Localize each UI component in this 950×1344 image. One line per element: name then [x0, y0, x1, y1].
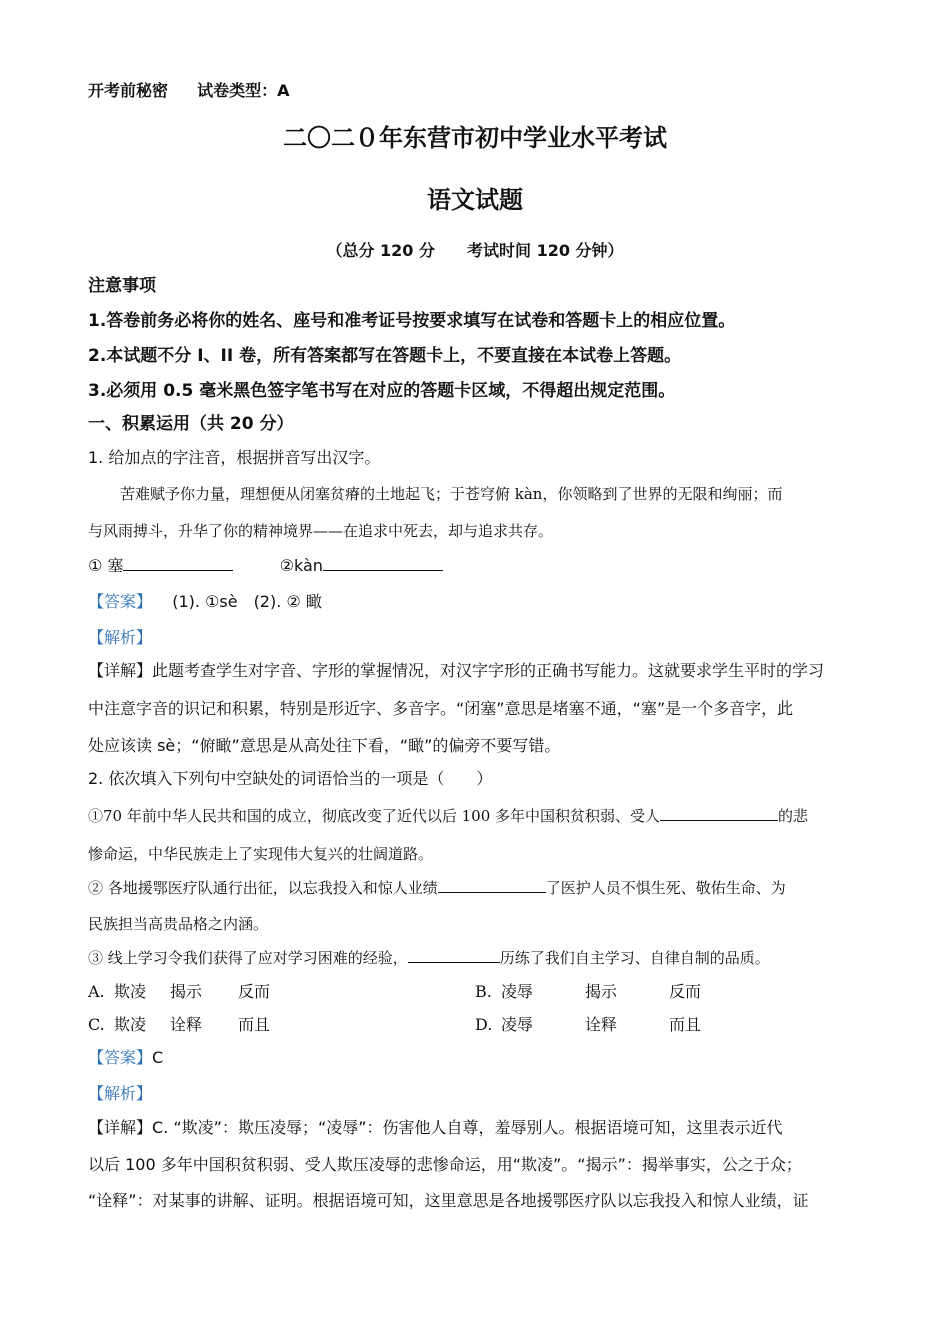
q2-answer: [88, 1047, 163, 1069]
q2-sentence-2: [88, 877, 786, 899]
q1-detail-line-3: 处应该读 sè；“俯瞰”意思是从高处往下看，“瞰”的偏旁不要写错。: [88, 736, 561, 755]
q2-sentence-3-tail: 历练了我们自主学习、自律自制的品质。: [499, 949, 770, 967]
q2-blank-2[interactable]: [438, 877, 546, 893]
q2-sentence-3-text: ③ 线上学习令我们获得了应对学习困难的经验，: [88, 949, 408, 967]
secret-label: 开考前秘密: [88, 81, 169, 100]
exam-subtitle: 语文试题: [427, 185, 523, 214]
detail-text: C. “欺凌”：欺压凌辱；“凌辱”：伤害他人自尊，羞辱别人。根据语境可知，这里表示近代: [152, 1118, 783, 1137]
answer-text: C: [152, 1048, 164, 1067]
option-word-2: 揭示: [585, 982, 618, 1001]
q1-passage-line-1: 苦难赋予你力量，理想便从闭塞贫瘠的土地起飞；于苍穹俯 kàn，你领略到了世界的无限和绚丽；而: [120, 485, 783, 503]
q1-blanks: [88, 555, 443, 577]
answer-tag: 【答案】: [88, 1048, 153, 1067]
score-info: （总分 120 分 考试时间 120 分钟）: [326, 241, 624, 260]
q1-passage-line-2: 与风雨搏斗，升华了你的精神境界——在追求中死去，却与追求共存。: [88, 522, 554, 540]
answer-text: (1). ①sè (2). ② 瞰: [172, 592, 322, 611]
option-word-2: 揭示: [170, 982, 203, 1001]
q2-sentence-1-tail: 的悲: [778, 807, 809, 825]
detail-text: 此题考查学生对字音、字形的掌握情况，对汉字字形的正确书写能力。这就要求学生平时的学习: [152, 661, 825, 680]
q1-blank-2[interactable]: [323, 555, 443, 571]
option-a[interactable]: [88, 981, 270, 1003]
q2-detail-line-1: [88, 1117, 783, 1139]
q1-detail-line-1: [88, 660, 824, 682]
option-word-1: 欺凌: [114, 1015, 147, 1034]
detail-tag: 【详解】: [88, 661, 153, 680]
q1-answer: [88, 591, 322, 613]
q1-stem: 1. 给加点的字注音，根据拼音写出汉字。: [88, 448, 381, 467]
q2-sentence-2-text: ② 各地援鄂医疗队通行出征，以忘我投入和惊人业绩: [88, 879, 438, 897]
option-word-2: 诠释: [585, 1015, 618, 1034]
q2-sentence-3: [88, 947, 770, 969]
section-heading: 一、积累运用（共 20 分）: [88, 414, 294, 434]
notes-heading: 注意事项: [88, 276, 156, 296]
q2-sentence-2-tail: 了医护人员不惧生死、敬佑生命、为: [545, 879, 786, 897]
option-c[interactable]: [88, 1014, 270, 1036]
q2-stem: 2. 依次填入下列句中空缺处的词语恰当的一项是（ ）: [88, 769, 493, 788]
option-letter: B.: [475, 982, 492, 1001]
q1-blank-1[interactable]: [123, 555, 233, 571]
option-b[interactable]: [475, 981, 701, 1003]
q2-sentence-1: [88, 805, 808, 827]
option-letter: D.: [475, 1015, 493, 1034]
q2-detail-line-3: “诠释”：对某事的讲解、证明。根据语境可知，这里意思是各地援鄂医疗队以忘我投入和惊人业绩，证: [88, 1191, 809, 1210]
q1-analysis-tag: 【解析】: [88, 628, 153, 647]
option-word-3: 反而: [238, 982, 271, 1001]
option-word-1: 凌辱: [501, 1015, 534, 1034]
option-letter: A.: [88, 982, 105, 1001]
option-word-2: 诠释: [170, 1015, 203, 1034]
answer-tag: 【答案】: [88, 592, 153, 611]
note-item-2: 2.本试题不分 I、II 卷，所有答案都写在答题卡上，不要直接在本试卷上答题。: [88, 346, 682, 366]
option-d[interactable]: [475, 1014, 701, 1036]
q2-sentence-1-cont: 惨命运，中华民族走上了实现伟大复兴的壮阔道路。: [88, 845, 434, 863]
option-letter: C.: [88, 1015, 105, 1034]
option-word-3: 反而: [669, 982, 702, 1001]
q1-blank-2-label: ②kàn: [279, 556, 323, 575]
note-item-1: 1.答卷前务必将你的姓名、座号和准考证号按要求填写在试卷和答题卡上的相应位置。: [88, 311, 736, 331]
option-word-3: 而且: [669, 1015, 702, 1034]
q2-sentence-2-cont: 民族担当高贵品格之内涵。: [88, 915, 269, 933]
detail-tag: 【详解】: [88, 1118, 153, 1137]
q2-blank-1[interactable]: [660, 805, 778, 821]
q2-blank-3[interactable]: [408, 947, 500, 963]
option-word-3: 而且: [238, 1015, 271, 1034]
q1-blank-1-label: ① 塞: [88, 556, 124, 575]
q1-detail-line-2: 中注意字音的识记和积累，特别是形近字、多音字。“闭塞”意思是堵塞不通，“塞”是一个多音字，此: [88, 699, 794, 718]
option-word-1: 凌辱: [501, 982, 534, 1001]
header-line: [88, 80, 290, 102]
note-item-3: 3.必须用 0.5 毫米黑色签字笔书写在对应的答题卡区域，不得超出规定范围。: [88, 381, 676, 401]
q2-analysis-tag: 【解析】: [88, 1084, 153, 1103]
q2-sentence-1-text: ①70 年前中华人民共和国的成立，彻底改变了近代以后 100 多年中国积贫积弱、受人: [88, 807, 661, 825]
q2-detail-line-2: 以后 100 多年中国积贫积弱、受人欺压凌辱的悲惨命运，用“欺凌”。“揭示”：揭举事实，公之于众；: [88, 1155, 802, 1174]
paper-type-label: 试卷类型：A: [197, 81, 290, 100]
option-word-1: 欺凌: [114, 982, 147, 1001]
exam-title: 二〇二０年东营市初中学业水平考试: [283, 123, 667, 152]
